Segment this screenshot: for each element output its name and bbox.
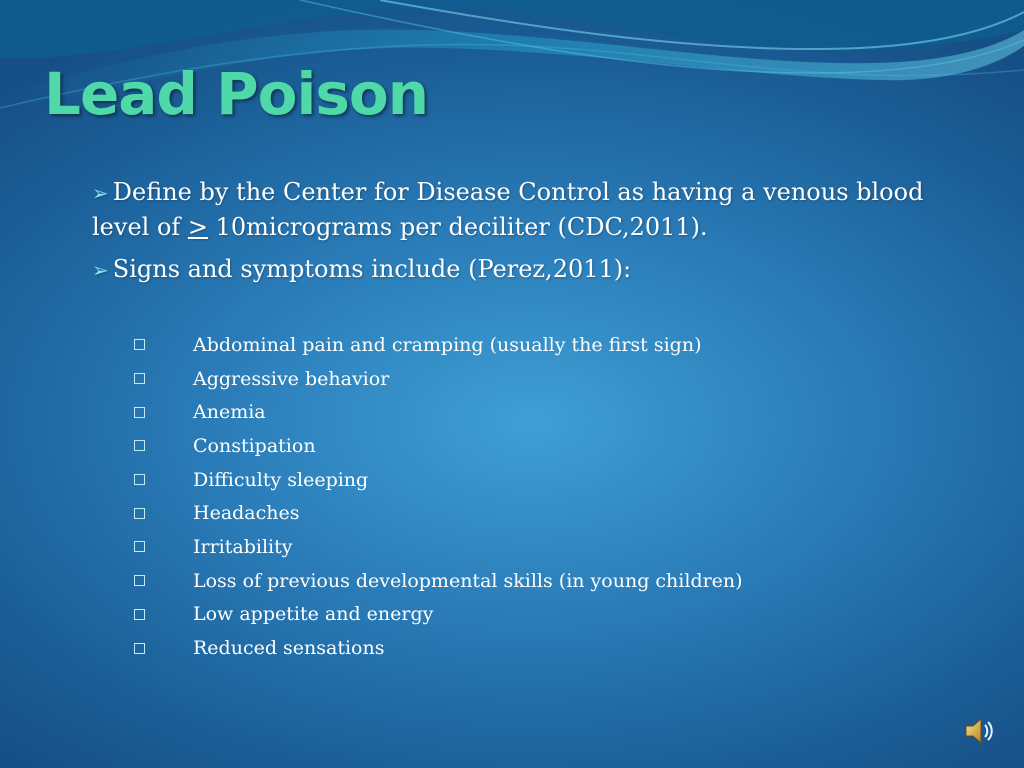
arrow-bullet-icon: ➢ — [92, 258, 109, 282]
list-item — [134, 395, 743, 429]
greater-equal-symbol: > — [187, 213, 209, 241]
bullet-definition-text-start: Define by the Center for Disease Control as having a venous blood level of — [92, 178, 924, 241]
square-bullet-icon — [134, 339, 145, 350]
symptom-text: Irritability — [193, 535, 293, 558]
symptom-text: Low appetite and energy — [193, 603, 434, 626]
symptom-text: Loss of previous developmental skills (in young children) — [193, 569, 743, 592]
square-bullet-icon — [134, 541, 145, 552]
arrow-bullet-icon: ➢ — [92, 181, 109, 205]
list-item — [134, 496, 743, 530]
list-item — [134, 564, 743, 598]
square-bullet-icon — [134, 508, 145, 519]
symptom-text: Reduced sensations — [193, 637, 385, 660]
bullet-signs-text: Signs and symptoms include (Perez,2011): — [112, 255, 632, 283]
list-item — [134, 328, 743, 362]
symptom-text: Headaches — [193, 502, 300, 525]
symptom-text: Constipation — [193, 434, 316, 457]
square-bullet-icon — [134, 575, 145, 586]
list-item — [134, 530, 743, 564]
square-bullet-icon — [134, 609, 145, 620]
symptom-text: Abdominal pain and cramping (usually the first sign) — [193, 333, 702, 356]
symptom-text: Aggressive behavior — [193, 367, 390, 390]
speaker-icon[interactable] — [962, 714, 996, 748]
symptom-text: Difficulty sleeping — [193, 468, 369, 491]
square-bullet-icon — [134, 440, 145, 451]
list-item — [134, 631, 743, 665]
bullet-definition — [92, 175, 932, 244]
list-item — [134, 429, 743, 463]
list-item — [134, 598, 743, 632]
square-bullet-icon — [134, 643, 145, 654]
bullet-signs — [92, 252, 932, 287]
list-item — [134, 463, 743, 497]
slide-title: Lead Poison — [44, 60, 429, 128]
square-bullet-icon — [134, 407, 145, 418]
square-bullet-icon — [134, 474, 145, 485]
slide-body — [92, 175, 932, 295]
square-bullet-icon — [134, 373, 145, 384]
symptom-list — [134, 328, 743, 665]
list-item — [134, 362, 743, 396]
symptom-text: Anemia — [193, 401, 266, 424]
bullet-definition-text-end: 10micrograms per deciliter (CDC,2011). — [208, 213, 708, 241]
